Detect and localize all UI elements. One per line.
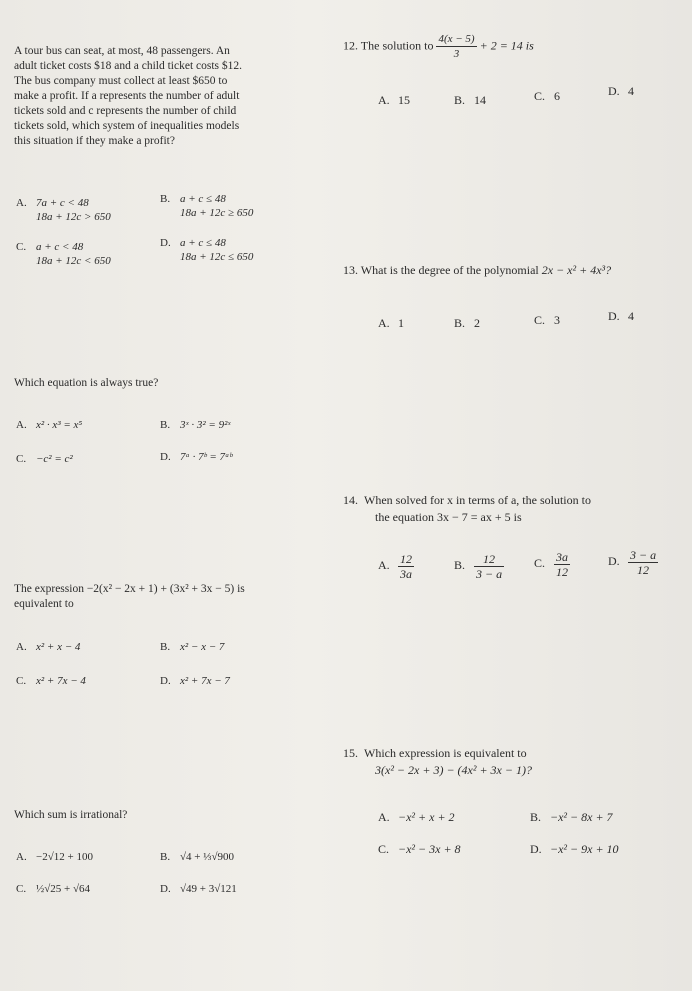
answer-option-b[interactable]: B. a + c ≤ 48 18a + 12c ≥ 650 xyxy=(160,193,254,219)
answer-option-a[interactable]: A. −2√12 + 100 xyxy=(16,851,93,863)
question-text: the equation 3x − 7 = ax + 5 is xyxy=(375,510,522,524)
polynomial-expression: 2x − x² + 4x³? xyxy=(541,263,612,277)
question-number: 15. xyxy=(343,746,358,760)
answer-option-c[interactable]: C. −x² − 3x + 8 xyxy=(378,842,461,856)
question-line: tickets sold and c represents the number of child xyxy=(14,105,237,117)
answer-option-d[interactable]: D. 7ᵃ · 7ᵇ = 7ᵃᵇ xyxy=(160,451,233,463)
answer-option-b[interactable]: B. 2 xyxy=(454,316,480,330)
question-text: Which expression is equivalent to xyxy=(364,746,527,760)
answer-option-d[interactable]: D. x² + 7x − 7 xyxy=(160,675,230,687)
question-line: The bus company must collect at least $650 to xyxy=(14,75,228,87)
answer-option-a[interactable]: A. 7a + c < 48 18a + 12c > 650 xyxy=(16,197,111,223)
answer-option-d[interactable]: D. $\frac{3 - a}{12}$ xyxy=(608,548,657,577)
question-text: The solution to xyxy=(360,38,434,53)
answer-option-b[interactable]: B. x² − x − 7 xyxy=(160,641,225,653)
answer-option-a[interactable]: A. 1 xyxy=(378,316,404,330)
answer-option-c[interactable]: C. $\frac{3a}{12}$ xyxy=(534,550,568,579)
question-text: The expression −2(x² − 2x + 1) + (3x² + 3x − 5) is xyxy=(14,583,245,595)
question-line: tickets sold, which system of inequalities models xyxy=(14,120,240,132)
question-expression xyxy=(14,582,245,612)
answer-option-c[interactable]: C. 3 xyxy=(534,313,560,327)
answer-option-b[interactable]: B. −x² − 8x + 7 xyxy=(530,810,613,824)
answer-option-d[interactable]: D. √49 + 3√121 xyxy=(160,883,237,895)
answer-option-c[interactable]: C. 6 xyxy=(534,89,560,103)
answer-option-a[interactable]: A. 15 xyxy=(378,93,410,107)
question-line: make a profit. If a represents the number of adult xyxy=(14,90,240,102)
question-13 xyxy=(343,262,611,279)
question-line: A tour bus can seat, at most, 48 passengers. An xyxy=(14,45,230,57)
question-line: this situation if they make a profit? xyxy=(14,135,175,147)
answer-option-c[interactable]: C. −c² = c² xyxy=(16,453,73,465)
question-15 xyxy=(343,745,532,779)
answer-option-d[interactable]: D. a + c ≤ 48 18a + 12c ≤ 650 xyxy=(160,237,254,263)
question-text: What is the degree of the polynomial xyxy=(360,263,539,277)
question-line: adult ticket costs $18 and a child ticket costs $12. xyxy=(14,60,243,72)
question-sum-text: Which sum is irrational? xyxy=(14,809,128,821)
answer-option-a[interactable]: A. $\frac{12}{3a}$ xyxy=(378,552,412,581)
answer-option-b[interactable]: B. 14 xyxy=(454,93,486,107)
fraction: $\frac{4(x - 5)}{3}$ xyxy=(438,33,475,60)
question-expression: 3(x² − 2x + 3) − (4x² + 3x − 1)? xyxy=(375,763,532,777)
question-text-after: + 2 = 14 is xyxy=(479,38,534,53)
answer-option-b[interactable]: B. √4 + ⅓√900 xyxy=(160,851,235,863)
question-14 xyxy=(343,492,591,526)
answer-option-c[interactable]: C. ½√25 + √64 xyxy=(16,883,91,895)
question-text: When solved for x in terms of a, the solution to xyxy=(364,493,591,507)
answer-option-c[interactable]: C. a + c < 48 18a + 12c < 650 xyxy=(16,241,111,267)
question-number: 14. xyxy=(343,493,358,507)
answer-option-a[interactable]: A. x² · x³ = x⁵ xyxy=(16,419,83,431)
answer-option-b[interactable]: B. $\frac{12}{3 - a}$ xyxy=(454,552,503,581)
answer-option-a[interactable]: A. −x² + x + 2 xyxy=(378,810,455,824)
question-number: 12. xyxy=(343,38,358,53)
question-equation-text: Which equation is always true? xyxy=(14,377,159,389)
answer-option-d[interactable]: D. −x² − 9x + 10 xyxy=(530,842,619,856)
answer-option-b[interactable]: B. 3ˣ · 3² = 9²ˣ xyxy=(160,419,231,431)
answer-option-a[interactable]: A. x² + x − 4 xyxy=(16,641,81,653)
answer-option-c[interactable]: C. x² + 7x − 4 xyxy=(16,675,86,687)
question-number: 13. xyxy=(343,263,358,277)
answer-option-d[interactable]: D. 4 xyxy=(608,309,634,323)
answer-option-d[interactable]: D. 4 xyxy=(608,84,634,98)
question-bus-text xyxy=(14,44,304,149)
question-12 xyxy=(343,32,534,61)
question-text: equivalent to xyxy=(14,598,74,610)
